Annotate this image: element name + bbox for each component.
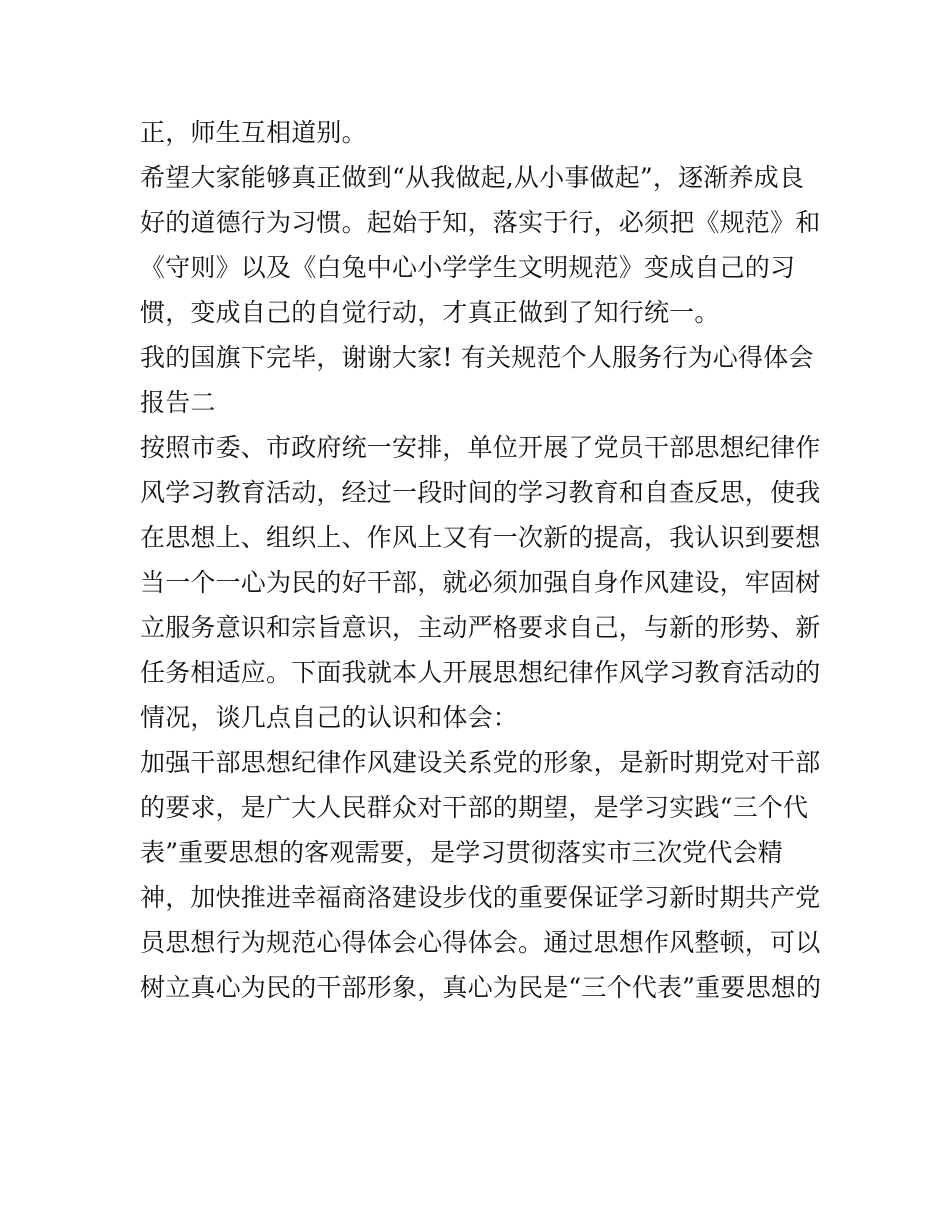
text-line: 任务相适应。下面我就本人开展思想纪律作风学习教育活动的 xyxy=(140,658,821,687)
text-line: 情况，谈几点自己的认识和体会： xyxy=(140,703,519,732)
text-line: 员思想行为规范心得体会心得体会。通过思想作风整顿，可以 xyxy=(140,928,821,957)
text-line: 希望大家能够真正做到“从我做起,从小事做起”，逐渐养成良 xyxy=(140,163,805,192)
text-line: 正，师生互相道别。 xyxy=(140,118,367,147)
text-line: 《守则》以及《白兔中心小学学生文明规范》变成自己的习 xyxy=(140,253,796,282)
text-line: 神，加快推进幸福商洛建设步伐的重要保证学习新时期共产党 xyxy=(140,883,821,912)
text-line: 立服务意识和宗旨意识，主动严格要求自己，与新的形势、新 xyxy=(140,613,821,642)
text-line: 加强干部思想纪律作风建设关系党的形象，是新时期党对干部 xyxy=(140,748,821,777)
text-line: 惯，变成自己的自觉行动，才真正做到了知行统一。 xyxy=(140,298,720,327)
text-line: 按照市委、市政府统一安排，单位开展了党员干部思想纪律作 xyxy=(140,433,821,462)
text-line: 在思想上、组织上、作风上又有一次新的提高，我认识到要想 xyxy=(140,523,821,552)
text-line: 好的道德行为习惯。起始于知，落实于行，必须把《规范》和 xyxy=(140,208,821,237)
text-line: 我的国旗下完毕，谢谢大家! 有关规范个人服务行为心得体会 xyxy=(140,343,814,372)
document-body xyxy=(140,110,820,1010)
text-line: 表”重要思想的客观需要，是学习贯彻落实市三次党代会精 xyxy=(140,838,783,867)
text-line: 的要求，是广大人民群众对干部的期望，是学习实践“三个代 xyxy=(140,793,809,822)
text-line: 树立真心为民的干部形象，真心为民是“三个代表”重要思想的 xyxy=(140,973,822,1002)
text-line: 报告二 xyxy=(140,388,216,417)
text-line: 风学习教育活动，经过一段时间的学习教育和自查反思，使我 xyxy=(140,478,821,507)
text-line: 当一个一心为民的好干部，就必须加强自身作风建设，牢固树 xyxy=(140,568,821,597)
